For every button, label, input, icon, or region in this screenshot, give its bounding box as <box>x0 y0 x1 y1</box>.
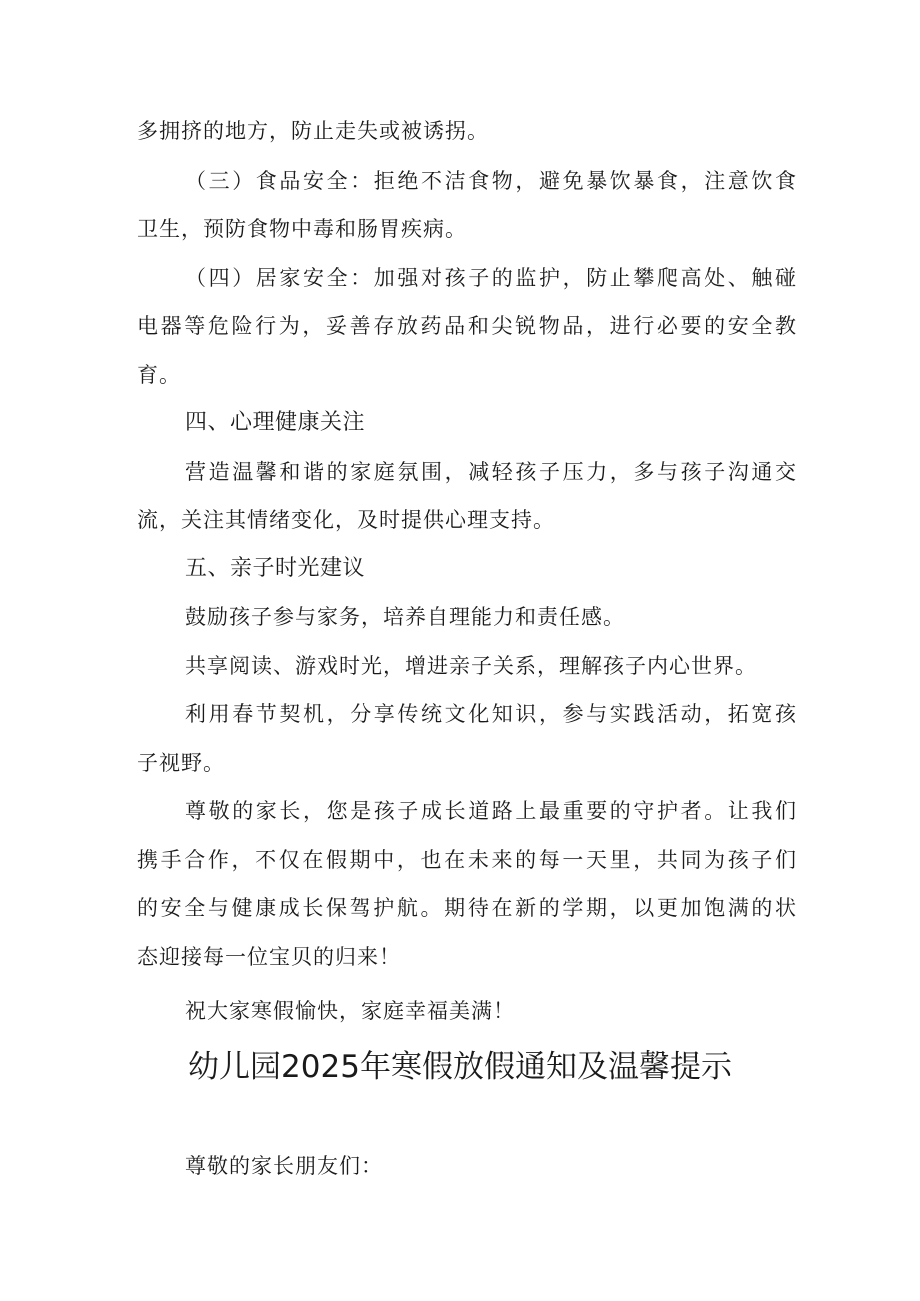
paragraph-line: 共享阅读、游戏时光，增进亲子关系，理解孩子内心世界。 <box>185 654 757 678</box>
paragraph-line: 鼓励孩子参与家务，培养自理能力和责任感。 <box>185 605 625 629</box>
paragraph-line: 尊敬的家长，您是孩子成长道路上最重要的守护者。让我们 <box>185 799 797 823</box>
paragraph-line: 流，关注其情绪变化，及时提供心理支持。 <box>137 508 555 532</box>
paragraph-line: 携手合作，不仅在假期中，也在未来的每一天里，共同为孩子们 <box>137 848 797 872</box>
paragraph-line: （四）居家安全：加强对孩子的监护，防止攀爬高处、触碰 <box>185 266 797 290</box>
paragraph-line: 子视野。 <box>137 751 225 775</box>
section-heading: 五、亲子时光建议 <box>185 556 366 581</box>
paragraph-line: 态迎接每一位宝贝的归来！ <box>137 945 401 969</box>
section-heading: 四、心理健康关注 <box>185 410 366 435</box>
paragraph-line: 祝大家寒假愉快，家庭幸福美满！ <box>185 999 515 1023</box>
paragraph-line: 营造温馨和谐的家庭氛围，减轻孩子压力，多与孩子沟通交 <box>185 460 797 484</box>
paragraph-line: 的安全与健康成长保驾护航。期待在新的学期，以更加饱满的状 <box>137 896 797 920</box>
paragraph-line: 电器等危险行为，妥善存放药品和尖锐物品，进行必要的安全教 <box>137 314 797 338</box>
paragraph-line: 育。 <box>137 363 181 387</box>
paragraph-line: 利用春节契机，分享传统文化知识，参与实践活动，拓宽孩 <box>185 702 797 726</box>
paragraph-line: 多拥挤的地方，防止走失或被诱拐。 <box>137 119 489 143</box>
paragraph-line: 卫生，预防食物中毒和肠胃疾病。 <box>137 217 467 241</box>
document-title: 幼儿园2025年寒假放假通知及温馨提示 <box>188 1049 732 1085</box>
greeting-line: 尊敬的家长朋友们： <box>185 1154 383 1178</box>
paragraph-line: （三）食品安全：拒绝不洁食物，避免暴饮暴食，注意饮食 <box>185 169 797 193</box>
